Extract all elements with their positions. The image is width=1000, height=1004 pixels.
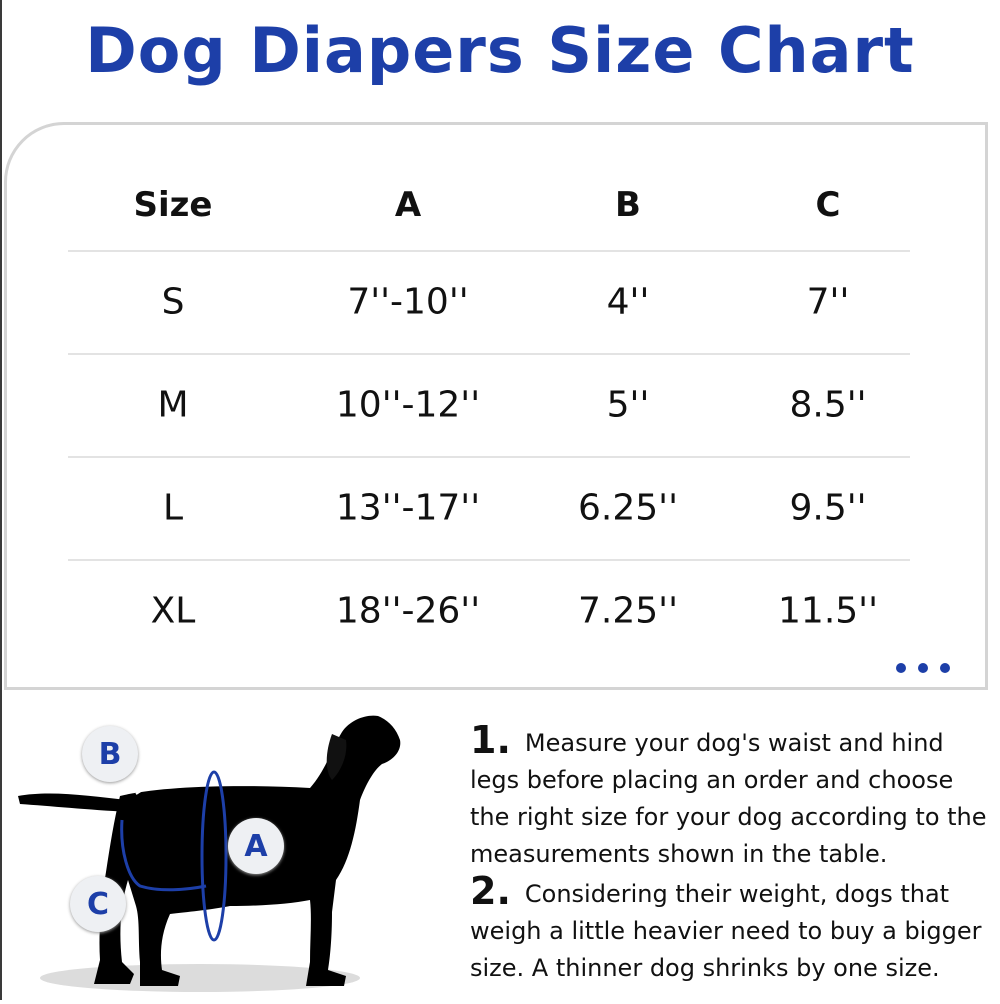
table-row bbox=[68, 353, 910, 456]
table-header-row bbox=[68, 160, 910, 250]
measure-label-a: A bbox=[228, 818, 284, 874]
cell-b: 6.25'' bbox=[578, 487, 678, 528]
cell-a: 13''-17'' bbox=[335, 487, 481, 528]
cell-size: L bbox=[162, 487, 184, 528]
cell-b: 7.25'' bbox=[578, 590, 678, 631]
table-row bbox=[68, 456, 910, 559]
cell-b: 4'' bbox=[606, 281, 650, 322]
cell-c: 8.5'' bbox=[789, 384, 867, 425]
cell-a: 7''-10'' bbox=[347, 281, 469, 322]
more-dots-icon[interactable] bbox=[896, 663, 950, 673]
size-table bbox=[68, 160, 910, 662]
header-c: C bbox=[815, 185, 841, 225]
table-row bbox=[68, 250, 910, 353]
header-b: B bbox=[615, 185, 641, 225]
table-row bbox=[68, 559, 910, 662]
dog-silhouette-icon bbox=[10, 700, 440, 1000]
cell-size: XL bbox=[150, 590, 196, 631]
cell-c: 9.5'' bbox=[789, 487, 867, 528]
step-number: 1. bbox=[470, 718, 511, 762]
instruction-step bbox=[470, 718, 998, 873]
cell-size: M bbox=[157, 384, 189, 425]
dog-measurement-diagram bbox=[10, 700, 440, 1000]
header-a: A bbox=[394, 185, 422, 225]
cell-c: 7'' bbox=[806, 281, 850, 322]
cell-b: 5'' bbox=[606, 384, 650, 425]
cell-c: 11.5'' bbox=[778, 590, 878, 631]
left-border bbox=[0, 0, 2, 1000]
instruction-step bbox=[470, 869, 998, 987]
cell-a: 10''-12'' bbox=[335, 384, 481, 425]
page-title: Dog Diapers Size Chart bbox=[85, 14, 915, 87]
header-size: Size bbox=[133, 185, 213, 225]
cell-a: 18''-26'' bbox=[335, 590, 481, 631]
cell-size: S bbox=[161, 281, 185, 322]
instructions bbox=[470, 718, 998, 987]
step-number: 2. bbox=[470, 869, 511, 913]
step-text: Considering their weight, dogs that weigh a little heavier need to buy a bigger size. A thinner dog shrinks by one size. bbox=[470, 880, 982, 982]
step-text: Measure your dog's waist and hind legs before placing an order and choose the right size for your dog according to the measurements shown in the table. bbox=[470, 729, 987, 868]
measure-label-c: C bbox=[70, 876, 126, 932]
measure-label-b: B bbox=[82, 726, 138, 782]
